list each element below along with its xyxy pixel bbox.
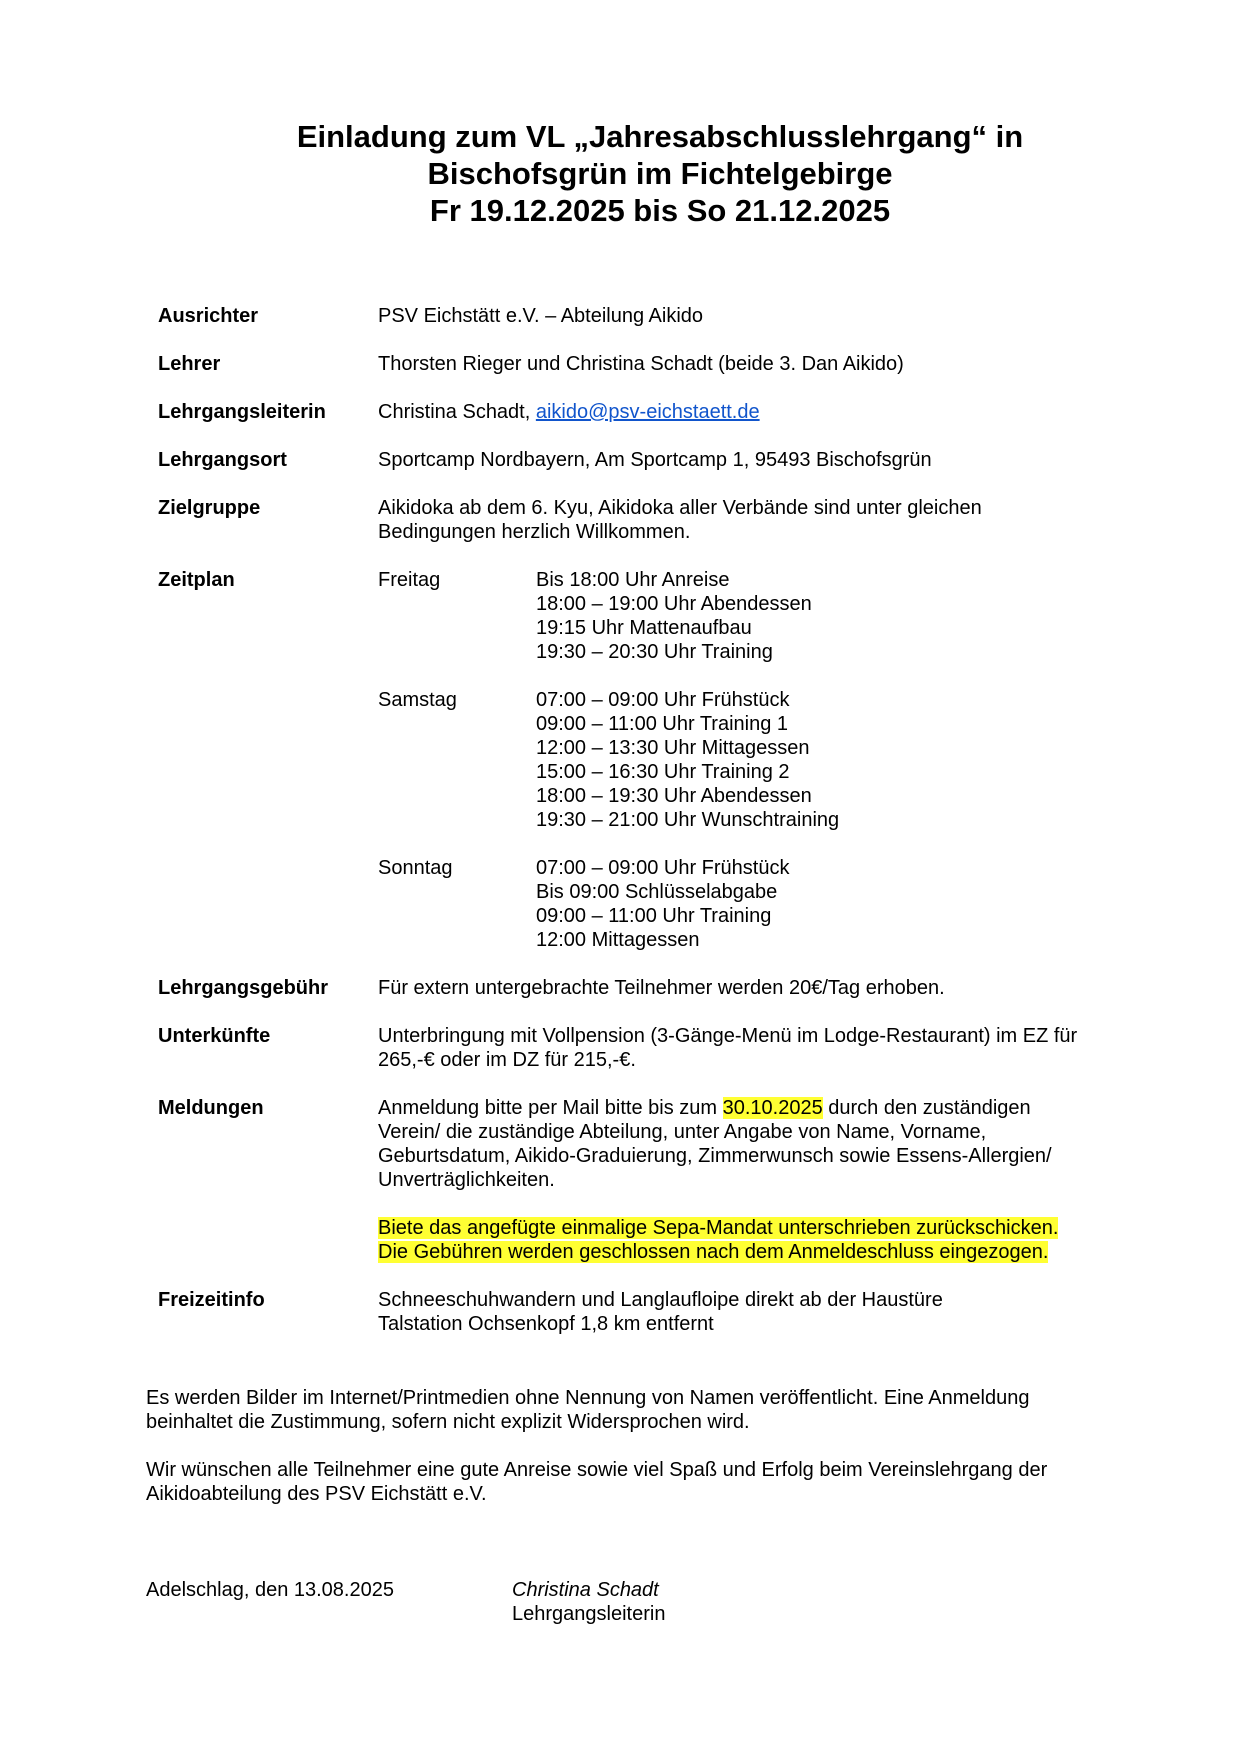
meldungen-post: durch den zuständigen	[822, 1097, 1031, 1119]
meldungen-line-4: Unverträglichkeiten.	[378, 1169, 555, 1191]
wishes-line-2: Aikidoabteilung des PSV Eichstätt e.V.	[146, 1483, 487, 1505]
row-freizeitinfo	[158, 1288, 1118, 1336]
sepa-note-2-text: Die Gebühren werden geschlossen nach dem Anmeldeschluss eingezogen.	[378, 1241, 1049, 1263]
sepa-note-2	[378, 1240, 1118, 1264]
signature-block	[146, 1578, 665, 1626]
value-lehrgangsort: Sportcamp Nordbayern, Am Sportcamp 1, 95493 Bischofsgrün	[378, 449, 932, 471]
schedule-item: 07:00 – 09:00 Uhr Frühstück	[536, 857, 790, 879]
value-zielgruppe	[378, 496, 1118, 544]
zielgruppe-line-2: Bedingungen herzlich Willkommen.	[378, 521, 691, 543]
label-lehrgangsgebuehr: Lehrgangsgebühr	[158, 977, 329, 999]
label-lehrgangsleiterin: Lehrgangsleiterin	[158, 401, 326, 423]
schedule-friday	[378, 568, 1118, 664]
label-meldungen: Meldungen	[158, 1097, 264, 1119]
day-name: Sonntag	[378, 857, 453, 879]
title-line-2: Bischofsgrün im Fichtelgebirge	[427, 156, 893, 191]
row-lehrgangsort	[158, 448, 1118, 472]
value-unterkuenfte	[378, 1024, 1118, 1072]
meldungen-line-2: Verein/ die zuständige Abteilung, unter Angabe von Name, Vorname,	[378, 1121, 987, 1143]
label-zielgruppe: Zielgruppe	[158, 497, 261, 519]
signer-name: Christina Schadt	[512, 1579, 659, 1601]
leiterin-name: Christina Schadt,	[378, 401, 536, 423]
unterkuenfte-line-2: 265,-€ oder im DZ für 215,-€.	[378, 1049, 636, 1071]
schedule-saturday	[378, 688, 1118, 832]
email-link[interactable]: aikido@psv-eichstaett.de	[535, 401, 760, 423]
day-name: Freitag	[378, 569, 441, 591]
wishes-paragraph	[146, 1458, 1126, 1506]
title-line-1: Einladung zum VL „Jahresabschlusslehrgang“ in	[296, 119, 1024, 154]
schedule-item: 12:00 Mittagessen	[536, 929, 700, 951]
info-table	[158, 304, 1118, 1360]
row-zielgruppe	[158, 496, 1118, 544]
label-freizeitinfo: Freizeitinfo	[158, 1289, 265, 1311]
schedule-item: Bis 18:00 Uhr Anreise	[536, 569, 730, 591]
schedule-item: 09:00 – 11:00 Uhr Training 1	[536, 713, 789, 735]
deadline-date: 30.10.2025	[722, 1097, 823, 1119]
sepa-note-1-text: Biete das angefügte einmalige Sepa-Mandat unterschrieben zurückschicken.	[378, 1217, 1059, 1239]
value-meldungen	[378, 1096, 1118, 1264]
row-ausrichter	[158, 304, 1118, 328]
label-zeitplan: Zeitplan	[158, 569, 235, 591]
meldungen-line-1	[378, 1096, 1118, 1120]
label-lehrgangsort: Lehrgangsort	[158, 449, 287, 471]
label-ausrichter: Ausrichter	[158, 305, 259, 327]
sepa-note-1	[378, 1216, 1118, 1240]
schedule-item: Bis 09:00 Schlüsselabgabe	[536, 881, 778, 903]
footer-text	[146, 1386, 1126, 1530]
freizeit-line-1: Schneeschuhwandern und Langlaufloipe direkt ab der Haustüre	[378, 1289, 943, 1311]
row-meldungen	[158, 1096, 1118, 1264]
value-ausrichter: PSV Eichstätt e.V. – Abteilung Aikido	[378, 305, 704, 327]
schedule-item: 15:00 – 16:30 Uhr Training 2	[536, 761, 790, 783]
schedule-sunday	[378, 856, 1118, 952]
signer-role: Lehrgangsleiterin	[512, 1603, 666, 1625]
schedule-item: 07:00 – 09:00 Uhr Frühstück	[536, 689, 790, 711]
value-zeitplan	[378, 568, 1118, 952]
signer	[512, 1578, 665, 1626]
day-items	[536, 856, 789, 952]
value-lehrer: Thorsten Rieger und Christina Schadt (beide 3. Dan Aikido)	[378, 353, 904, 375]
day-items	[536, 688, 839, 832]
label-lehrer: Lehrer	[158, 353, 221, 375]
place-date: Adelschlag, den 13.08.2025	[146, 1579, 394, 1601]
photo-consent-line-2: beinhaltet die Zustimmung, sofern nicht explizit Widersprochen wird.	[146, 1411, 750, 1433]
unterkuenfte-line-1: Unterbringung mit Vollpension (3-Gänge-Menü im Lodge-Restaurant) im EZ für	[378, 1025, 1078, 1047]
schedule-item: 18:00 – 19:00 Uhr Abendessen	[536, 593, 812, 615]
wishes-line-1: Wir wünschen alle Teilnehmer eine gute Anreise sowie viel Spaß und Erfolg beim Vereinslehrgang der	[146, 1459, 1048, 1481]
schedule-item: 09:00 – 11:00 Uhr Training	[536, 905, 772, 927]
row-zeitplan	[158, 568, 1118, 952]
day-items	[536, 568, 812, 664]
row-lehrgangsgebuehr	[158, 976, 1118, 1000]
day-name: Samstag	[378, 689, 457, 711]
title-line-3: Fr 19.12.2025 bis So 21.12.2025	[429, 193, 891, 228]
schedule-item: 19:15 Uhr Mattenaufbau	[536, 617, 752, 639]
freizeit-line-2: Talstation Ochsenkopf 1,8 km entfernt	[378, 1313, 714, 1335]
zielgruppe-line-1: Aikidoka ab dem 6. Kyu, Aikidoka aller Verbände sind unter gleichen	[378, 497, 982, 519]
schedule-item: 19:30 – 21:00 Uhr Wunschtraining	[536, 809, 840, 831]
label-unterkuenfte: Unterkünfte	[158, 1025, 271, 1047]
photo-consent-paragraph	[146, 1386, 1126, 1434]
row-lehrgangsleiterin	[158, 400, 1118, 424]
value-freizeitinfo	[378, 1288, 1118, 1336]
row-lehrer	[158, 352, 1118, 376]
value-lehrgangsgebuehr: Für extern untergebrachte Teilnehmer werden 20€/Tag erhoben.	[378, 977, 945, 999]
schedule-item: 19:30 – 20:30 Uhr Training	[536, 641, 773, 663]
row-unterkuenfte	[158, 1024, 1118, 1072]
photo-consent-line-1: Es werden Bilder im Internet/Printmedien ohne Nennung von Namen veröffentlicht. Eine Anmeldung	[146, 1387, 1030, 1409]
schedule-item: 12:00 – 13:30 Uhr Mittagessen	[536, 737, 810, 759]
meldungen-line-3: Geburtsdatum, Aikido-Graduierung, Zimmerwunsch sowie Essens-Allergien/	[378, 1145, 1052, 1167]
value-lehrgangsleiterin	[378, 400, 1118, 424]
document-title	[0, 118, 1240, 229]
schedule-item: 18:00 – 19:30 Uhr Abendessen	[536, 785, 812, 807]
meldungen-pre: Anmeldung bitte per Mail bitte bis zum	[378, 1097, 723, 1119]
